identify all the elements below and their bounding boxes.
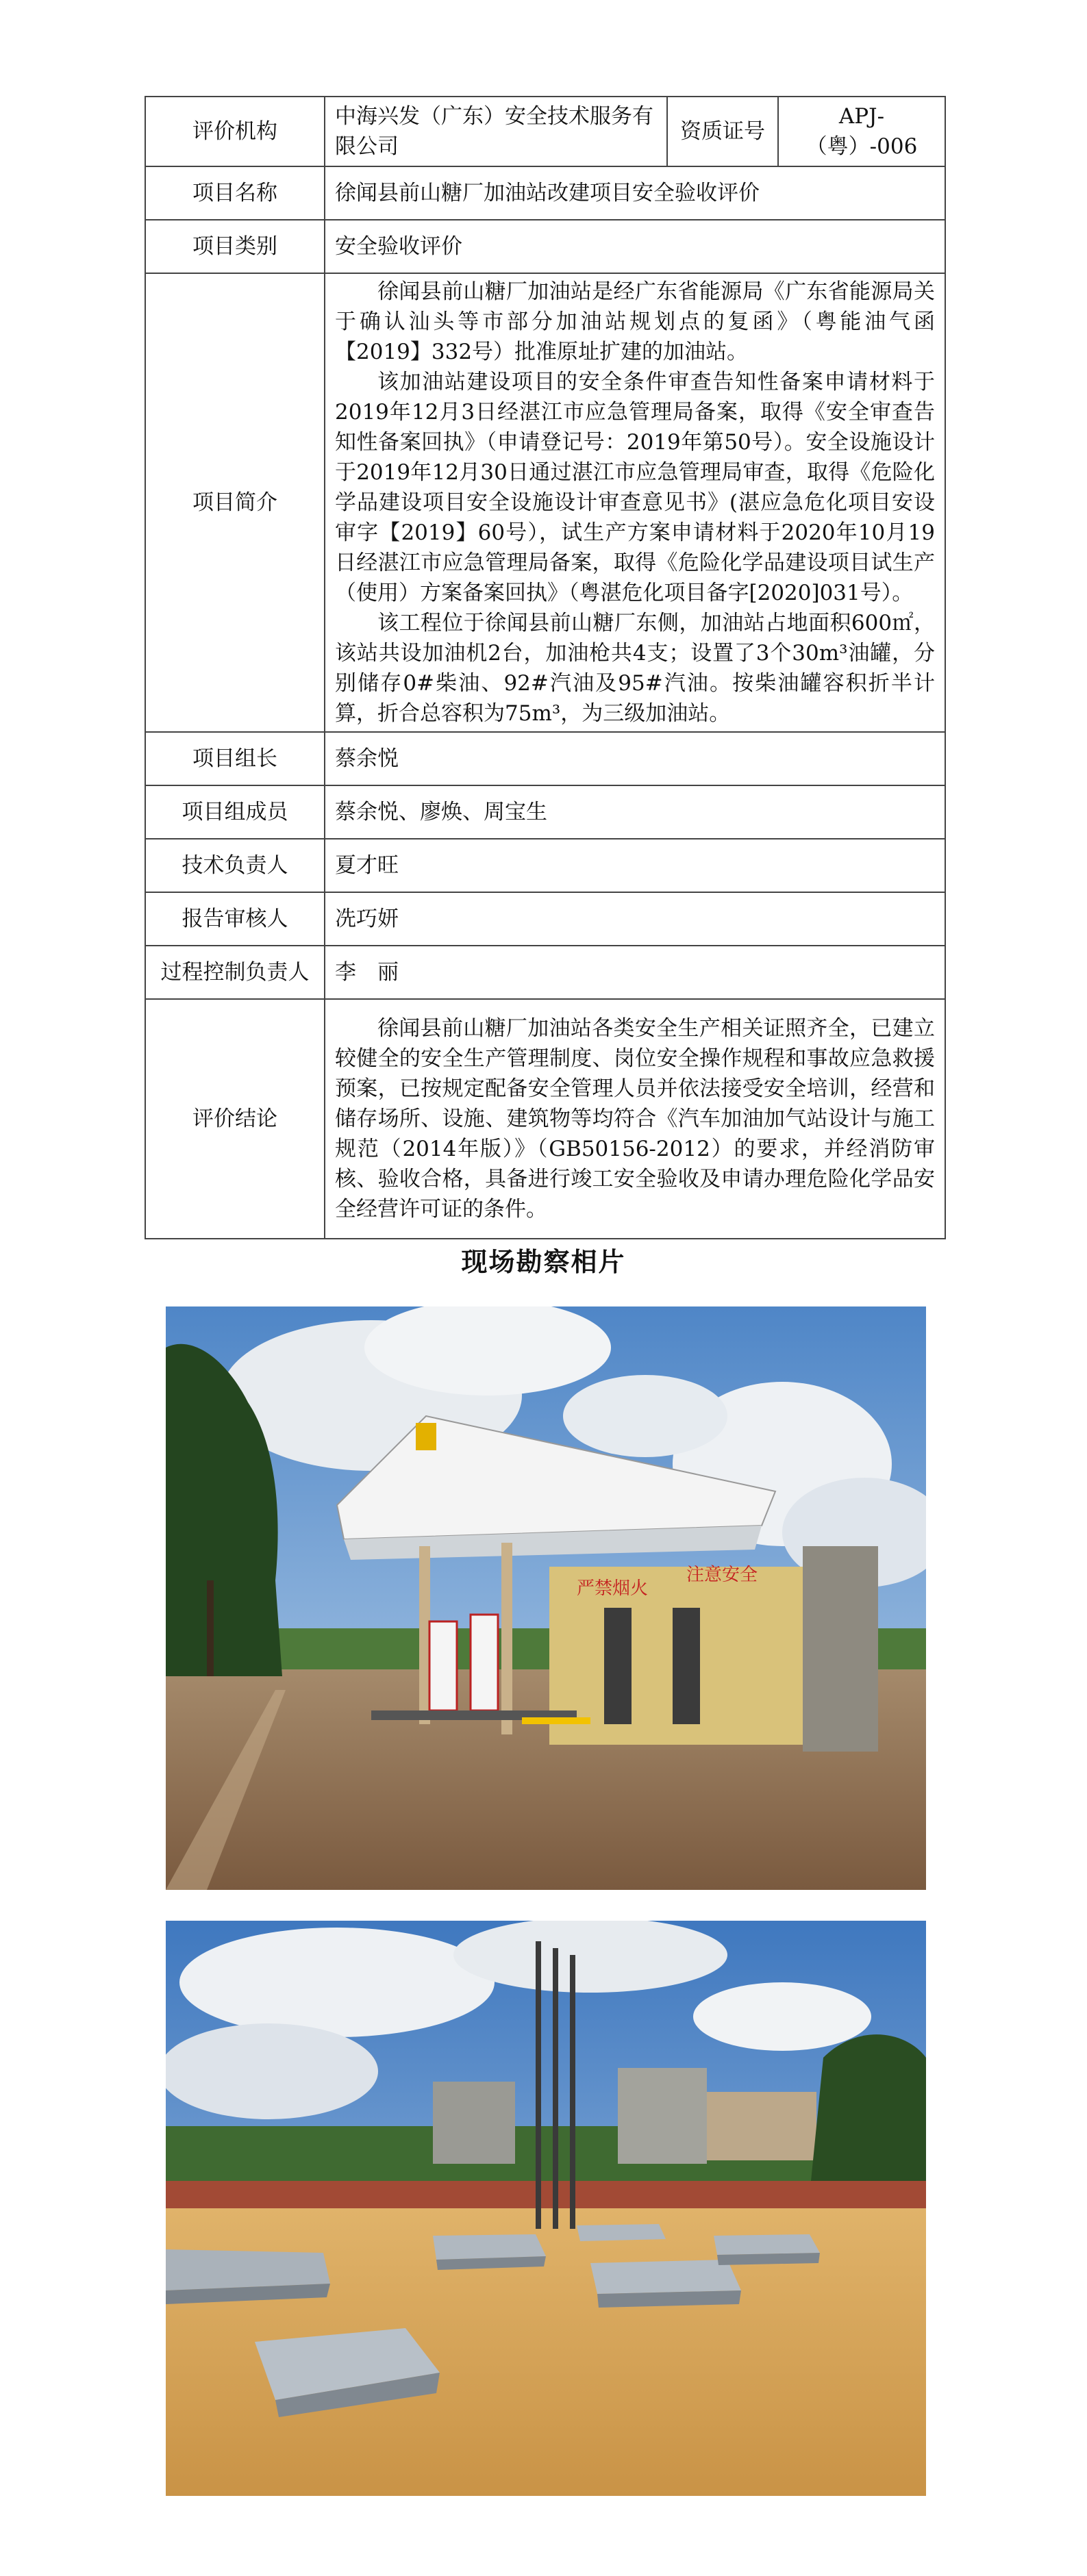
- conclusion-label: 评价结论: [145, 999, 325, 1239]
- gas-station-photo: [166, 1306, 926, 1890]
- intro-paragraph: 徐闻县前山糖厂加油站是经广东省能源局《广东省能源局关于确认汕头等市部分加油站规划点的复函》（粤能油气函【2019】332号）批准原址扩建的加油站。: [335, 279, 935, 364]
- row-process: [145, 946, 945, 999]
- org-label: 评价机构: [145, 97, 325, 166]
- review-value: 冼巧妍: [325, 892, 945, 946]
- name-label: 项目名称: [145, 166, 325, 220]
- type-label: 项目类别: [145, 220, 325, 273]
- conclusion-paragraph: 徐闻县前山糖厂加油站各类安全生产相关证照齐全，已建立较健全的安全生产管理制度、岗位安全操作规程和事故应急救援预案，已按规定配备安全管理人员并依法接受安全培训，经营和储存场所、设施、建筑物等均符合《汽车加油加气站设计与施工规范（2014年版）》（GB50156-2012）的要求，并经消防审核、验收合格，具备进行竣工安全验收及申请办理危险化学品安全经营许可证的条件。: [335, 1016, 935, 1222]
- intro-paragraph: 该工程位于徐闻县前山糖厂东侧，加油站占地面积600㎡，该站共设加油机2台，加油枪共4支；设置了3个30m³油罐，分别储存0#柴油、92#汽油及95#汽油。按柴油罐容积折半计算，折合总容积为75m³，为三级加油站。: [335, 611, 935, 726]
- org-value: 中海兴发（广东）安全技术服务有限公司: [325, 97, 667, 166]
- process-label: 过程控制负责人: [145, 946, 325, 999]
- row-leader: [145, 732, 945, 785]
- review-label: 报告审核人: [145, 892, 325, 946]
- intro-paragraph: 该加油站建设项目的安全条件审查告知性备案申请材料于2019年12月3日经湛江市应急管理局备案，取得《安全审查告知性备案回执》（申请登记号：2019年第50号）。安全设施设计于2019年12月30日通过湛江市应急管理局审查，取得《危险化学品建设项目安全设施设计审查意见书》(湛应急危化项目安设审字【2019】60号），试生产方案申请材料于2020年10月19日经湛江市应急管理局备案，取得《危险化学品建设项目试生产（使用）方案备案回执》（粤湛危化项目备字[2020]031号）。: [335, 370, 935, 605]
- row-members: [145, 785, 945, 839]
- type-value: 安全验收评价: [325, 220, 945, 273]
- leader-label: 项目组长: [145, 732, 325, 785]
- intro-label: 项目简介: [145, 273, 325, 732]
- members-label: 项目组成员: [145, 785, 325, 839]
- tech-label: 技术负责人: [145, 839, 325, 892]
- row-type: [145, 220, 945, 273]
- conclusion-value: [325, 999, 945, 1239]
- name-value: 徐闻县前山糖厂加油站改建项目安全验收评价: [325, 166, 945, 220]
- cert-label: 资质证号: [667, 97, 778, 166]
- photo-section-title: 现场勘察相片: [461, 1247, 626, 1277]
- project-info-table: [145, 96, 946, 1239]
- row-name: [145, 166, 945, 220]
- sign-caution: 注意安全: [686, 1565, 758, 1585]
- intro-value: [325, 273, 945, 732]
- row-org: [145, 97, 945, 166]
- row-intro: [145, 273, 945, 732]
- row-conclusion: [145, 999, 945, 1239]
- tank-area-photo: [166, 1921, 926, 2496]
- process-value: 李 丽: [325, 946, 945, 999]
- leader-value: 蔡余悦: [325, 732, 945, 785]
- tech-value: 夏才旺: [325, 839, 945, 892]
- cert-value: APJ-（粤）-006: [778, 97, 945, 166]
- sign-no-smoking: 严禁烟火: [577, 1578, 649, 1599]
- row-tech: [145, 839, 945, 892]
- row-review: [145, 892, 945, 946]
- members-value: 蔡余悦、廖焕、周宝生: [325, 785, 945, 839]
